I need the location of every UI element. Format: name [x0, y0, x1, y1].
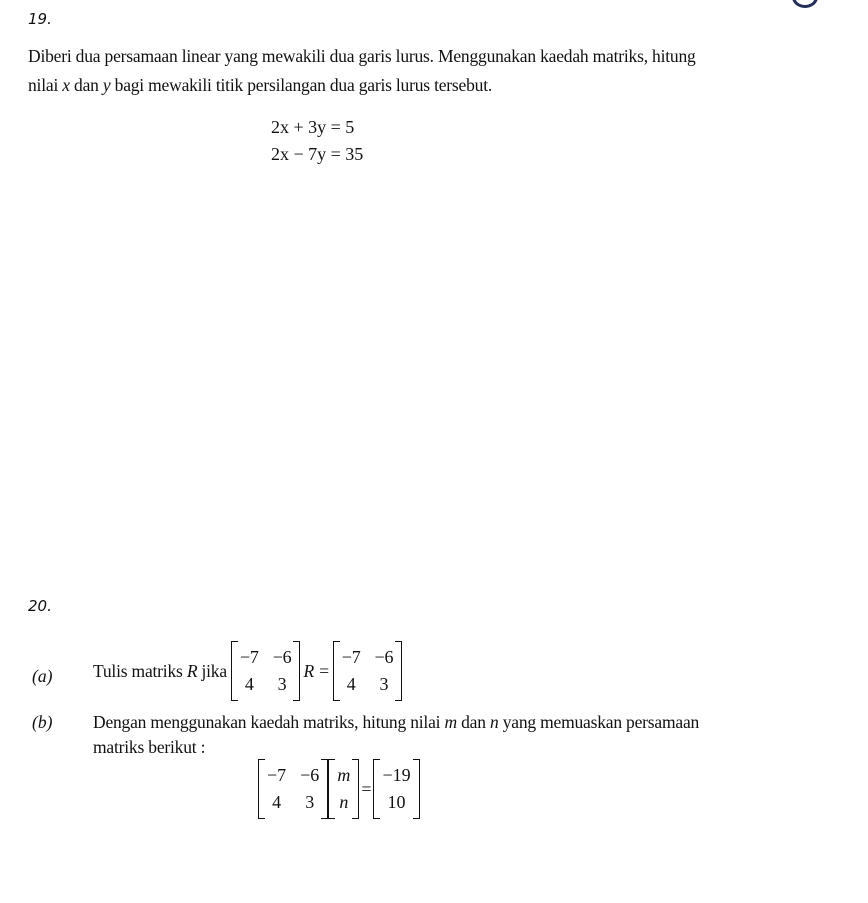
part-b-label: (b): [32, 712, 53, 732]
cell: 3: [379, 674, 389, 694]
var-x: x: [62, 75, 70, 95]
text: yang memuaskan persamaan: [498, 712, 700, 732]
cell: −7: [239, 647, 259, 667]
matrix-equation: [258, 758, 420, 820]
var-y: y: [102, 75, 111, 95]
matrix-right: [333, 641, 403, 701]
cell: 4: [272, 792, 282, 812]
cell: 4: [346, 674, 356, 694]
text: dan: [456, 712, 490, 732]
question-19-number: 19.: [28, 10, 52, 28]
r-equals: R =: [303, 660, 330, 681]
text: Tulis matriks: [93, 660, 187, 681]
cell: −6: [374, 647, 394, 667]
coefficient-matrix: [258, 759, 328, 819]
text: Dengan menggunakan kaedah matriks, hitung nilai: [93, 712, 445, 732]
cell: 3: [277, 674, 287, 694]
var-n: n: [489, 712, 499, 732]
var-R: R: [186, 660, 198, 681]
cell: 3: [305, 792, 315, 812]
cell: m: [337, 765, 351, 785]
question-19-line-2: [28, 75, 492, 96]
equation-2: 2x − 7y = 35: [271, 144, 364, 164]
unknown-vector: [328, 759, 359, 819]
part-b-line-1: [93, 712, 699, 733]
text: jika: [197, 660, 227, 681]
cell: −7: [341, 647, 361, 667]
cell: n: [339, 792, 349, 812]
question-20-number: 20.: [28, 597, 52, 615]
equals-sign: =: [361, 778, 372, 799]
cell: −7: [267, 765, 287, 785]
cell: −6: [272, 647, 292, 667]
var-m: m: [444, 712, 457, 732]
text: nilai: [28, 75, 63, 95]
equation-1: 2x + 3y = 5: [271, 117, 355, 137]
result-vector: [373, 759, 419, 819]
cell: 10: [387, 792, 406, 812]
cell: −6: [300, 765, 320, 785]
text: bagi mewakili titik persilangan dua garis lurus tersebut.: [110, 75, 493, 95]
cell: 4: [244, 674, 254, 694]
text: dan: [69, 75, 103, 95]
corner-circle-icon: [792, 0, 818, 8]
question-19-line-1: Diberi dua persamaan linear yang mewakili dua garis lurus. Menggunakan kaedah matriks, hitung: [28, 46, 696, 66]
matrix-left: [231, 641, 301, 701]
part-a-text: [93, 640, 402, 702]
part-b-line-2: matriks berikut :: [93, 737, 206, 757]
cell: −19: [382, 765, 411, 785]
part-a-label: (a): [32, 666, 53, 686]
